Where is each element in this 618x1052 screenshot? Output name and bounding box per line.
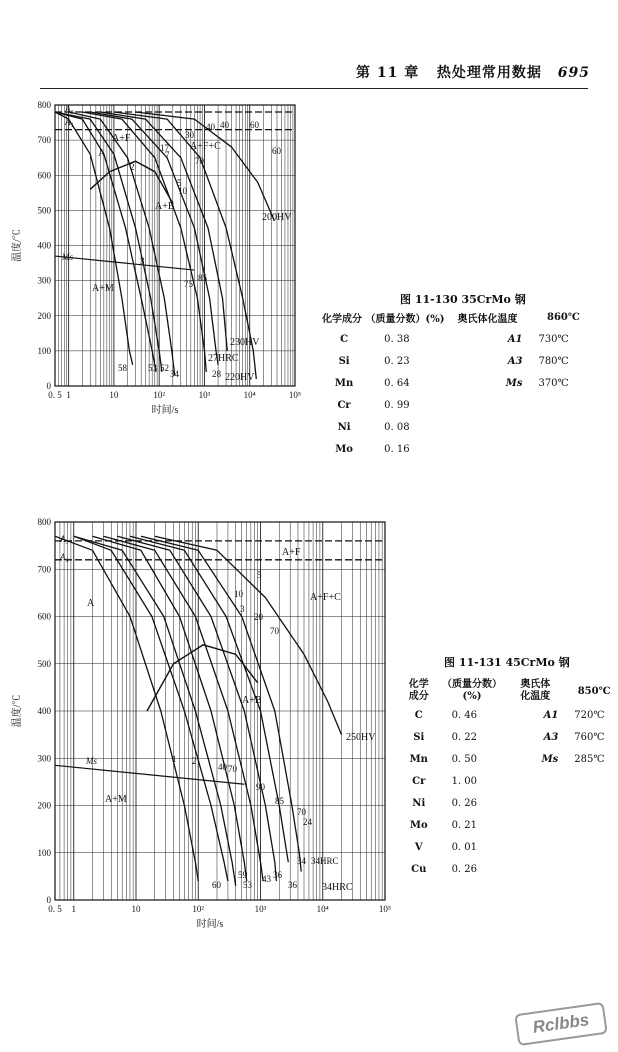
curve-percent-label: 53: [148, 363, 157, 373]
curve-percent-label: 17: [160, 143, 169, 153]
table-row: V 0. 01: [414, 841, 478, 853]
curve-percent-label: 85: [275, 796, 284, 806]
composition-header-mass: （质量分数） (%): [441, 679, 502, 702]
curve-percent-label: 53: [243, 880, 252, 890]
y-tick-label: 300: [37, 753, 51, 764]
curve-percent-label: 28: [212, 369, 221, 379]
y-tick-label: 600: [37, 611, 51, 622]
curve-percent-label: 70: [297, 807, 306, 817]
composition-table-35crmo: [318, 306, 592, 460]
y-tick-label: 300: [37, 275, 51, 286]
hardness-label: 34HRC: [322, 882, 353, 893]
y-axis-label: 温度/℃: [12, 694, 23, 728]
austenitize-label: 奥氏体 化温度: [520, 679, 551, 702]
curve-percent-label: 1: [172, 754, 177, 764]
ms-label: Ms: [86, 756, 97, 766]
curve-percent-label: 34HRC: [311, 856, 339, 866]
cooling-curve: [74, 536, 228, 881]
ms-label: Ms: [62, 252, 73, 262]
hardness-label: 27HRC: [208, 353, 239, 364]
hardness-label: 200HV: [262, 212, 292, 223]
curve-percent-label: 58: [118, 363, 127, 373]
curve-percent-label: 59: [238, 870, 247, 880]
composition-header-element: 化学 成分: [408, 679, 429, 702]
phase-region-label: A+B: [155, 201, 175, 212]
y-tick-label: 700: [37, 135, 51, 146]
curve-percent-label: 60: [250, 120, 259, 130]
y-axis-label: 温度/℃: [12, 229, 23, 262]
x-axis-label: 时间/s: [196, 919, 224, 930]
curve-percent-label: 60: [272, 146, 281, 156]
y-tick-label: 100: [37, 345, 51, 356]
y-tick-label: 0: [46, 381, 51, 391]
y-tick-label: 200: [37, 310, 51, 321]
y-tick-label: 800: [37, 100, 51, 110]
x-tick-label: 10²: [153, 390, 166, 400]
austenitize-label: 奥氏体化温度: [457, 313, 518, 325]
table-row: Mn 0. 50 Ms 285℃: [409, 753, 605, 765]
curve-percent-label: 40: [218, 762, 227, 772]
curve-percent-label: 36: [288, 880, 297, 890]
a1-label: A₁: [60, 552, 69, 562]
curve-percent-label: 60: [212, 880, 221, 890]
x-tick-label: 10⁴: [243, 390, 256, 400]
curve-percent-label: 2: [192, 756, 197, 766]
x-tick-label: 0. 5: [48, 390, 62, 400]
curve-percent-label: 75: [184, 279, 193, 289]
y-tick-label: 400: [37, 240, 51, 251]
x-tick-label: 0. 5: [48, 904, 62, 914]
austenitize-temp: 860℃: [547, 311, 580, 323]
x-tick-label: 10⁴: [316, 904, 329, 914]
curve-percent-label: 70: [270, 626, 279, 636]
cct-diagram-45crmo: [0, 512, 400, 942]
page-header: [0, 0, 618, 90]
table-row: Mo 0. 16: [335, 443, 410, 455]
chapter-title: 热处理常用数据: [436, 65, 542, 81]
curve-percent-label: 43: [262, 874, 271, 884]
y-tick-label: 800: [37, 517, 51, 527]
cooling-curve: [141, 536, 301, 871]
chapter-label: 第 11 章: [356, 65, 420, 81]
header-rule: [40, 88, 588, 89]
table-row: Mn 0. 64 Ms 370℃: [334, 377, 569, 389]
figure-caption-45crmo: 图 11-131 45CrMo 钢: [444, 656, 570, 669]
y-tick-label: 600: [37, 170, 51, 181]
y-tick-label: 700: [37, 564, 51, 575]
running-head: [356, 62, 590, 82]
phase-region-label: A+B: [242, 695, 262, 706]
phase-region-label: A+M: [105, 794, 127, 805]
x-tick-label: 10³: [254, 904, 267, 914]
curve-percent-label: 5: [177, 178, 182, 188]
a3-label: A₃: [65, 104, 74, 114]
composition-table-45crmo: [400, 678, 618, 880]
x-tick-label: 10: [109, 390, 119, 400]
x-tick-label: 10⁵: [288, 390, 302, 400]
curve-percent-label: 40: [220, 120, 229, 130]
curve-percent-label: 10: [178, 186, 187, 196]
phase-region-label: A+F+C: [190, 141, 221, 152]
y-tick-label: 0: [46, 895, 51, 905]
table-row: Ni 0. 26: [412, 797, 478, 809]
austenitize-temp: 850℃: [577, 685, 611, 697]
page-number: 695: [557, 65, 590, 81]
cooling-curve: [55, 112, 162, 372]
phase-region-label: A+F+C: [310, 592, 341, 603]
x-tick-label: 10: [131, 904, 141, 914]
curve-percent-label: 90: [256, 782, 265, 792]
phase-region-label: A+F: [112, 133, 131, 144]
x-tick-label: 1: [66, 390, 71, 400]
y-tick-label: 100: [37, 847, 51, 858]
watermark-logo: Rclbbs: [514, 1002, 608, 1046]
y-tick-label: 400: [37, 706, 51, 716]
x-tick-label: 10²: [192, 904, 205, 914]
curve-percent-label: 2: [130, 162, 135, 172]
phase-region-label: A+F: [282, 547, 301, 558]
ms-line: [55, 256, 194, 270]
hardness-label: 220HV: [225, 372, 255, 383]
cooling-curve: [55, 112, 156, 372]
hardness-label: 230HV: [230, 337, 260, 348]
curve-percent-label: 34: [297, 856, 306, 866]
curve-percent-label: 24: [303, 817, 312, 827]
curve-percent-label: 3: [140, 256, 145, 266]
curve-percent-label: 70: [228, 764, 237, 774]
cct-diagram-35crmo: [0, 96, 320, 426]
curve-percent-label: 30: [185, 130, 194, 140]
x-tick-label: 1: [71, 904, 76, 914]
y-tick-label: 200: [37, 800, 51, 811]
curve-percent-label: 20: [254, 612, 263, 622]
curve-percent-label: 34: [170, 369, 179, 379]
table-row: Cu 0. 26: [411, 863, 478, 875]
x-tick-label: 10³: [198, 390, 211, 400]
a1-label: A₁: [65, 117, 74, 127]
y-tick-label: 500: [37, 658, 51, 669]
curve-percent-label: 85: [198, 273, 207, 283]
table-row: Si 0. 23 A3 780℃: [338, 355, 569, 367]
curve-percent-label: 5: [257, 570, 262, 580]
phase-region-label: A: [87, 598, 95, 609]
phase-region-label: A: [98, 148, 106, 159]
curve-percent-label: 52: [160, 363, 169, 373]
table-row: C 0. 46 A1 720℃: [414, 709, 605, 721]
table-row: Cr 0. 99: [337, 399, 410, 411]
x-axis-label: 时间/s: [151, 405, 179, 416]
ms-line: [55, 765, 244, 784]
figure-caption-35crmo: 图 11-130 35CrMo 钢: [400, 293, 526, 306]
composition-header: 化学成分 （质量分数）(%): [322, 313, 445, 325]
a3-label: A₃: [60, 534, 69, 544]
table-row: Ni 0. 08: [337, 421, 410, 433]
table-row: Mo 0. 21: [409, 819, 478, 831]
curve-percent-label: 7: [165, 150, 170, 160]
curve-percent-label: 70: [195, 156, 204, 166]
curve-percent-label: 3: [240, 604, 245, 614]
table-row: Cr 1. 00: [412, 775, 478, 787]
phase-region-label: A+M: [92, 283, 114, 294]
cooling-curve: [55, 536, 198, 881]
table-row: C 0. 38 A1 730℃: [340, 333, 569, 345]
y-tick-label: 500: [37, 205, 51, 216]
curve-percent-label: 10: [234, 589, 243, 599]
hardness-label: 250HV: [346, 732, 376, 743]
x-tick-label: 10⁵: [378, 904, 392, 914]
curve-percent-label: 40: [206, 122, 215, 132]
cooling-curve: [117, 536, 276, 881]
table-row: Si 0. 22 A3 760℃: [413, 731, 605, 743]
curve-percent-label: 36: [273, 870, 282, 880]
